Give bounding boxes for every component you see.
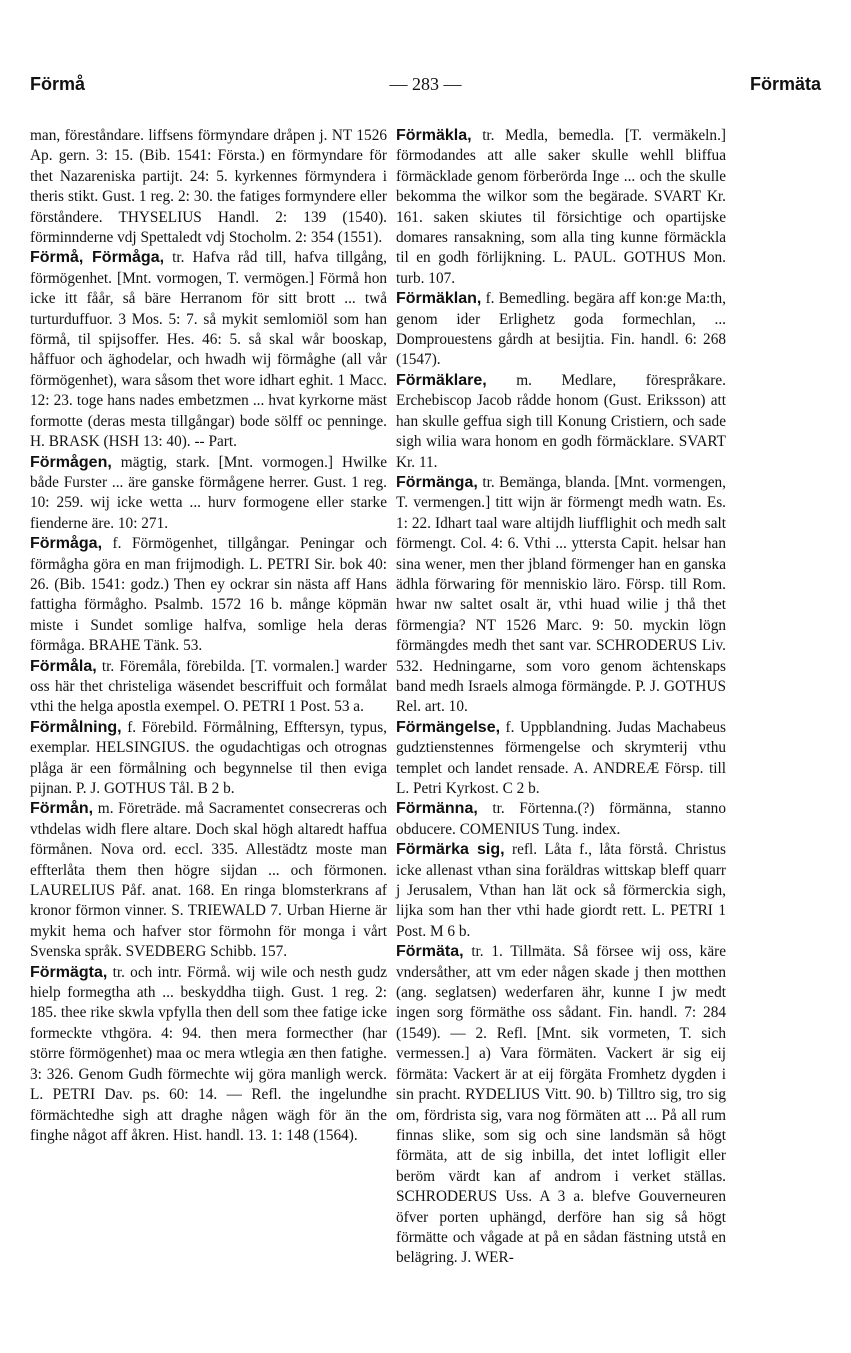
page-number: — 283 — (389, 74, 462, 94)
entry-text: tr. Medla, bemedla. [T. vermäkeln.] förmodandes att alle saker skulle wehll bliffua förmäcklade genom förberörda Inge ... och the skulle bekomma the wilkor som the begärade. SVART Kr. 161. saken skiutes til försichtige och opartijske domares ransakning, som alla ting kunne förmäckla til en godh förlijkning. L. PAUL. GOTHUS Mon. turb. 107. (396, 127, 727, 287)
entry-text: mägtig, stark. [Mnt. vormogen.] Hwilke både Furster ... äre ganske förmågene herrer. Gust. 1 reg. 10: 259. wij icke wetta ... hurv formogene eller starke fienderne äre. 10: 271. (30, 453, 388, 532)
entry-text: f. Förmögenhet, tillgångar. Peningar och förmågha göra en man frijmodigh. L. PETRI Sir. bok 40: 26. (Bib. 1541: godz.) Then ey ockrar sin nästa aff Hans fattigha förmågho. Psalmb. 1572 16 b. månge köpmän miste i Sundet somlige halfva, somlige hela deras förmåga. BRAHE Tänk. 53. (30, 535, 388, 655)
entry-text: tr. Hafva råd till, hafva tillgång, förmögenhet. [Mnt. vormogen, T. vermögen.] Förmå hon icke itt fåår, så bäre Herranom för sitt brott ... twå turturduffuor. 3 Mos. 5: 7. så mykit semlomiöl som han förmå, til spijsoffer. Hes. 46: 5. så skal wår booskap, håffuor och äghodelar, och hwadh wij förmåghe (all vår förmögenhet), wara såsom thet wore idhart eghit. 1 Macc. 12: 23. toge hans nades embetzmen ... hvat kyrkorne mäst formotte (deras mesta tillgångar) bode sölff oc penninge. H. BRASK (HSH 13: 40). -- Part. (30, 249, 387, 451)
entry-headword: Förmägta, (30, 963, 108, 981)
dictionary-entry (30, 248, 387, 452)
right-column (396, 126, 726, 1269)
entry-headword: Förmågen, (30, 453, 112, 471)
dictionary-entry (30, 453, 387, 535)
entry-text: f. Bemedling. begära aff kon:ge Ma:th, genom ider Erlighetz goda formechlan, ... Domprouestens gårdh at besijtia. Fin. handl. 6: 268 (1547). (396, 290, 726, 369)
dictionary-entry (396, 289, 726, 371)
dictionary-entry (396, 840, 726, 942)
entry-text: m. Företräde. må Sacramentet consecreras och vthdelas widh flere altare. Doch skal högh altaredt haffua förmånen. Nova ord. eccl. 335. Allestädtz moste man effterlåta them then högre sijdan ... och förmonen. LAURELIUS Påf. anat. 168. En ringa blomsterkrans af kronor förmon vinner. S. TRIEWALD 7. Urban Hierne är mykit hema och hafver stor förmohn för monga i vårt Svenska språk. SVEDBERG Schibb. 157. (30, 800, 387, 961)
dictionary-entry (30, 963, 387, 1147)
dictionary-entry (396, 473, 726, 718)
entry-text: f. Förebild. Förmålning, Efftersyn, typus, exemplar. HELSINGIUS. the ogudachtigas och otrognas plåga är een förmålning och begynnelse til then eviga pijnan. P. J. GOTHUS Tål. B 2 b. (30, 718, 387, 797)
entry-text: m. Medlare, förespråkare. Erchebiscop Jacob rådde honom (Gust. Eriksson) att han skulle geffua sigh till Konung Cristiern, och sade sigh wilia wara honom en godh förmäcklare. SVART Kr. 11. (396, 371, 727, 471)
entry-text: tr. 1. Tillmäta. Så försee wij oss, käre vndersåther, att vm eder någen skade j then motthen (ang. seglatsen) wederfaren ähr, kunne I jw medt ingen sorg förmäthe oss sådant. Fin. handl. 7: 284 (1549). — 2. Refl. [Mnt. sik vormeten, T. sich vermessen.] a) Vara förmäten. Vackert är sig eij förmäta: Vackert är at eij förgäta Fromhetz dygden i sin pracht. RYDELIUS Vitt. 90. b) Tilltro sig, tro sig om, fördrista sig, vara nog förmäten att ... På all rum finnas slike, som sig och sine landsmän så högt förmäta, att de sig inbilla, det intet lofligit eller beröm värdt kan af androm i verket ställas. SCHRODERUS Uss. A 3 a. blefve Gouverneuren öfver porten uphängd, derföre han sig så högt förmätte och vågade at på en sådan fästning utstå en belägring. J. WER- (396, 943, 726, 1267)
entry-headword: Förmänga, (396, 473, 478, 491)
dictionary-entry (30, 534, 387, 656)
entry-text: tr. och intr. Förmå. wij wile och nesth gudz hielp formegtha ath ... beskyddha tiigh. Gust. 1 reg. 2: 185. thee rike skwla vpfylla then dell som thee fatige icke formeckte vthgöra. 4: 94. then mera formecther (har större förmögenhet) maa oc mera wtlegia æn then fatighe. 3: 326. Genom Gudh förmechte wij göra manligh werck. L. PETRI Dav. ps. 60: 14. — Refl. the ingelundhe förmächtedhe sigh att draghe någen wägh för än the finghe något aff åkren. Hist. handl. 13. 1: 148 (1564). (30, 963, 388, 1144)
dictionary-entry (396, 371, 726, 473)
entry-text: tr. Förtenna.(?) förmänna, stanno obducere. COMENIUS Tung. index. (396, 800, 726, 838)
header-right-guideword: Förmäta (749, 74, 821, 94)
entry-headword: Förmåga, (30, 535, 103, 553)
entry-text: man, föreståndare. liffsens förmyndare dråpen j. NT 1526 Ap. gern. 3: 15. (Bib. 1541: Första.) en förmyndare för thet Nazareniska partijt. 24: 5. kyrkennes förmyndera i theris stikt. Gust. 1 reg. 2: 30. the fatiges formyndere eller förståndere. THYSELIUS Handl. 2: 139 (1540). förminnderne vdj Spettaledt vdj Stocholm. 2: 354 (1551). (30, 127, 387, 247)
header-left-guideword: Förmå (30, 74, 86, 94)
dictionary-entry (30, 799, 387, 962)
entry-headword: Förmängelse, (396, 718, 501, 736)
entry-text: tr. Bemänga, blanda. [Mnt. vormengen, T. vermengen.] titt wijn är förmengt medh watn. Es. 1: 22. Idhart taal ware altijdh liufflighit och medh salt förmengt. Col. 4: 6. Vthi ... yttersta Capit. helsar han sina wener, men ther jbland förmenger han en ganska ädhla förwaring för menniskio läro. Försp. till Rom. hwar nw saltet osalt är, vthi huad wilie j thå thet förmengia? NT 1526 Marc. 9: 50. myckin lögn förmängdes medh thet sant var. SCHRODERUS Liv. 532. Hedningarne, som voro genom ächtenskaps band medh Israels almoga förmängde. P. J. GOTHUS Rel. art. 10. (396, 473, 726, 716)
entry-headword: Förmån, (30, 800, 94, 818)
entry-headword: Förmäkla, (396, 127, 472, 144)
dictionary-entry (30, 657, 387, 718)
left-column (30, 126, 387, 1146)
entry-text: refl. Låta f., låta förstå. Christus icke allenast vthan sina foräldras wittskap bleff quarr j Jerusalem, Vthan han lät ock så förmerckia sigh, lijka som han ther vthi hade giordt rett. L. PETRI 1 Post. M 6 b. (396, 841, 726, 940)
entry-headword: Förmå, Förmåga, (30, 249, 165, 267)
entry-headword: Förmäklan, (396, 290, 482, 308)
entry-headword: Förmålning, (30, 718, 122, 736)
entry-headword: Förmäklare, (396, 371, 487, 389)
entry-headword: Förmärka sig, (396, 841, 505, 859)
dictionary-entry (396, 126, 726, 289)
dictionary-entry (396, 718, 726, 800)
dictionary-entry (396, 942, 726, 1269)
dictionary-entry (30, 126, 387, 248)
dictionary-entry (396, 799, 726, 840)
entry-headword: Förmänna, (396, 800, 478, 818)
entry-headword: Förmåla, (30, 657, 97, 675)
entry-headword: Förmäta, (396, 943, 464, 961)
page-header (30, 74, 821, 104)
entry-text: tr. Föremåla, förebilda. [T. vormalen.] warder oss här thet christeliga wäsendet bescriffuit och formålat vthi the helga apostla exempel. O. PETRI 1 Post. 53 a. (30, 657, 387, 716)
entry-text: f. Uppblandning. Judas Machabeus gudztienstennes förmengelse och skrymterij vthu templet och landet rensade. A. ANDREÆ Försp. till L. Petri Kyrkost. C 2 b. (396, 718, 726, 797)
dictionary-entry (30, 718, 387, 800)
